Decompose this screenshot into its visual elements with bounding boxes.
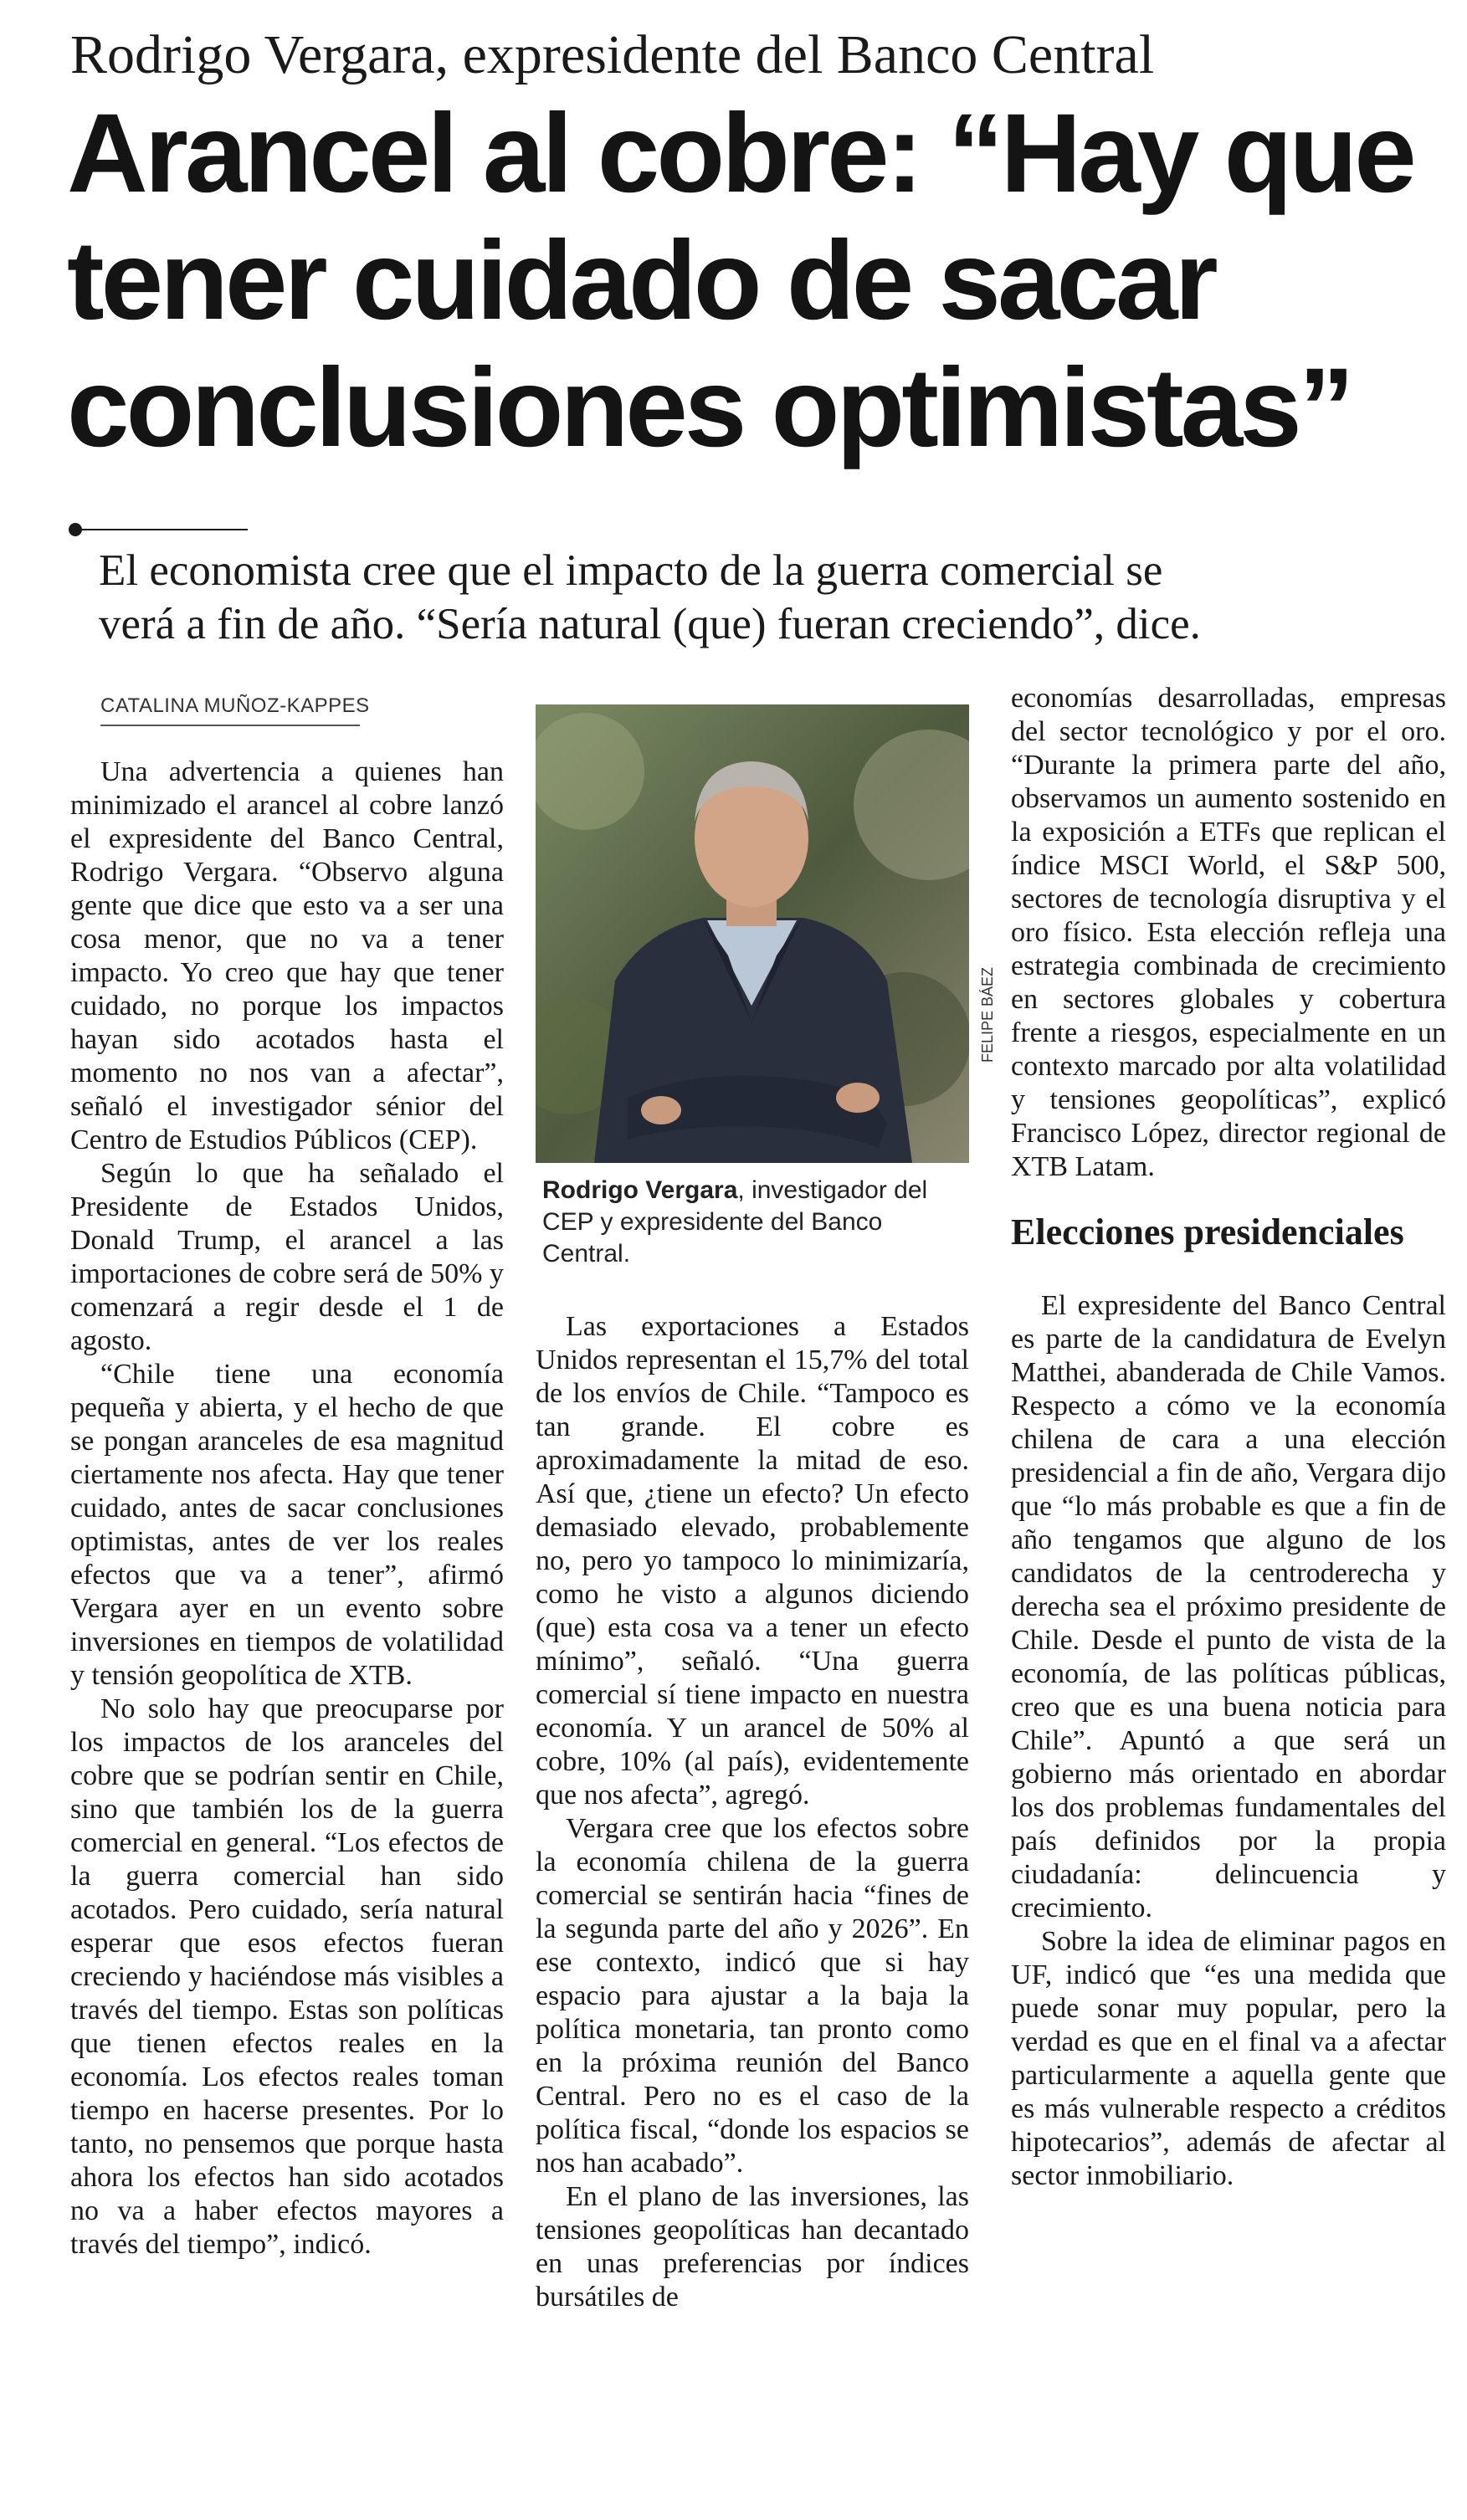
paragraph: Vergara cree que los efectos sobre la economía chilena de la guerra comercial se sentirán hacia “fines de la segunda parte del año y 2026”. En ese contexto, indicó que si hay espacio para ajustar a la baja la política monetaria, tan pronto como en la próxima reunión del Banco Central. Pero no es el caso de la política fiscal, “donde los espacios se nos han acabado”. — [536, 1813, 969, 2179]
headline — [67, 90, 1439, 472]
portrait-illustration — [536, 704, 969, 1163]
paragraph: “Chile tiene una economía pequeña y abierta, y el hecho de que se pongan aranceles de esa magnitud ciertamente nos afecta. Hay que tener cuidado, antes de sacar conclusiones optimistas, antes de ver los reales efectos que va a tener”, afirmó Vergara ayer en un evento sobre inversiones en tiempos de volatilidad y tensión geopolítica de XTB. — [70, 1359, 504, 1691]
paragraph: No solo hay que preocuparse por los impactos de los aranceles del cobre que se podrían sentir en Chile, sino que también los de la guerra comercial en general. “Los efectos de la guerra comercial han sido acotados. Pero cuidado, sería natural esperar que esos efectos fueran creciendo y haciéndose más visibles a través del tiempo. Estas son políticas que tienen efectos reales en la economía. Los efectos reales toman tiempo en hacerse presentes. Por lo tanto, no pensemos que porque hasta ahora los efectos han sido acotados no va a haber efectos mayores a través del tiempo”, indicó. — [70, 1693, 504, 2260]
deck — [99, 544, 1438, 651]
photo-caption — [542, 1175, 976, 1270]
article-column-3 — [1011, 682, 1446, 2514]
divider-line — [80, 529, 248, 530]
headline-line-3: conclusiones optimistas” — [67, 346, 1352, 470]
article-column-2 — [536, 1310, 969, 2507]
section-subhead: Elecciones presidenciales — [1011, 1211, 1404, 1252]
paragraph: economías desarrolladas, empresas del sector tecnológico y por el oro. “Durante la primera parte del año, observamos un aumento sostenido en la exposición a ETFs que replican el índice MSCI World, el S&P 500, sectores de tecnología disruptiva y el oro físico. Esta elección refleja una estrategia combinada de crecimiento en sectores globales y cobertura frente a riesgos, especialmente en un contexto marcado por alta volatilidad y tensiones geopolíticas”, explicó Francisco López, director regional de XTB Latam. — [1011, 683, 1446, 1182]
paragraph: Según lo que ha señalado el Presidente de Estados Unidos, Donald Trump, el arancel a las importaciones de cobre será de 50% y comenzará a regir desde el 1 de agosto. — [70, 1158, 504, 1356]
paragraph: Una advertencia a quienes han minimizado el arancel al cobre lanzó el expresidente del Banco Central, Rodrigo Vergara. “Observo alguna gente que dice que esto va a ser una cosa menor, que no va a tener impacto. Yo creo que hay que tener cuidado, no porque los impactos hayan sido acotados hasta el momento no nos van a afectar”, señaló el investigador sénior del Centro de Estudios Públicos (CEP). — [70, 756, 504, 1155]
deck-line-1: El economista cree que el impacto de la guerra comercial se — [99, 546, 1163, 595]
paragraph: En el plano de las inversiones, las tensiones geopolíticas han decantado en unas preferencias por índices bursátiles de — [536, 2181, 969, 2313]
portrait-photo — [536, 704, 969, 1163]
deck-line-2: verá a fin de año. “Sería natural (que) fueran creciendo”, dice. — [99, 600, 1201, 648]
byline-rule — [100, 725, 360, 726]
article-column-1 — [70, 755, 504, 2504]
byline: CATALINA MUÑOZ-KAPPES — [100, 694, 370, 717]
kicker: Rodrigo Vergara, expresidente del Banco Central — [70, 24, 1155, 85]
paragraph: El expresidente del Banco Central es parte de la candidatura de Evelyn Matthei, abanderada de Chile Vamos. Respecto a cómo ve la economía chilena de cara a una elección presidencial a fin de año, Vergara dijo que “lo más probable es que a fin de año tengamos que alguno de los candidatos de la centroderecha y derecha sea el próximo presidente de Chile. Desde el punto de vista de la economía, de las políticas públicas, creo que es una buena noticia para Chile”. Apuntó a que será un gobierno más orientado en abordar los dos problemas fundamentales del país definidos por la propia ciudadanía: delincuencia y crecimiento. — [1011, 1290, 1446, 1923]
paragraph: Sobre la idea de eliminar pagos en UF, indicó que “es una medida que puede sonar muy popular, pero la verdad es que en el final va a afectar particularmente a aquella gente que es más vulnerable respecto a créditos hipotecarios”, además de afectar al sector inmobiliario. — [1011, 1926, 1446, 2191]
caption-name: Rodrigo Vergara — [542, 1176, 738, 1204]
caption-text: , investigador del CEP y expresidente del Banco Central. — [542, 1176, 928, 1268]
headline-line-2: tener cuidado de sacar — [67, 218, 1215, 343]
photo-credit: FELIPE BÁEZ — [979, 966, 996, 1063]
headline-line-1: Arancel al cobre: “Hay que — [67, 91, 1413, 216]
paragraph: Las exportaciones a Estados Unidos representan el 15,7% del total de los envíos de Chile. “Tampoco es tan grande. El cobre es aproximadamente la mitad de eso. Así que, ¿tiene un efecto? Un efecto demasiado elevado, probablemente no, pero yo tampoco lo minimizaría, como he visto a algunos diciendo (que) esta cosa va a tener un efecto mínimo”, señaló. “Una guerra comercial sí tiene impacto en nuestra economía. Y un arancel de 50% al cobre, 10% (al país), evidentemente que nos afecta”, agregó. — [536, 1311, 969, 1811]
